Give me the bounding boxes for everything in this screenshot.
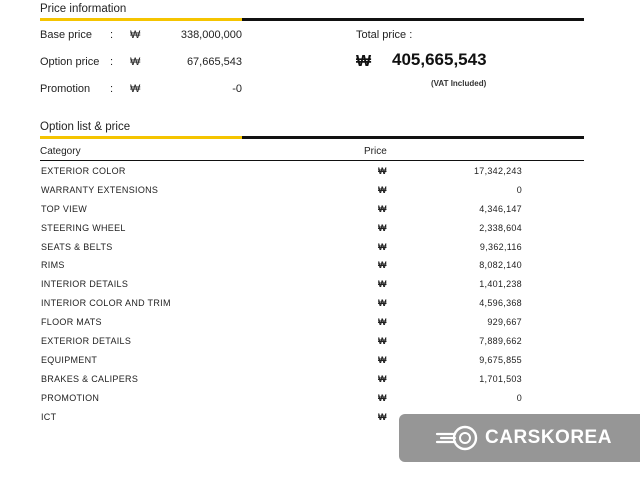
won-currency: ₩ <box>378 184 387 195</box>
base-price-value: 338,000,000 <box>180 29 242 41</box>
option-name: BRAKES & CALIPERS <box>41 373 139 384</box>
option-amount: 4,596,368 <box>479 298 522 309</box>
option-amount: 4,346,147 <box>479 203 522 214</box>
won-currency: ₩ <box>130 56 141 68</box>
option-amount: 0 <box>516 184 522 195</box>
option-name: FLOOR MATS <box>41 317 102 328</box>
option-list <box>40 163 540 427</box>
promotion-row <box>40 83 242 97</box>
option-row <box>40 257 540 276</box>
option-name: SEATS & BELTS <box>41 241 113 252</box>
won-currency: ₩ <box>378 166 387 176</box>
won-currency: ₩ <box>378 392 387 403</box>
base-price-label: Base price <box>40 29 92 41</box>
option-row <box>40 352 540 371</box>
watermark-text: CARSKOREA <box>485 427 612 448</box>
option-amount: 1,701,503 <box>479 373 522 384</box>
option-row <box>40 371 540 390</box>
option-price-value: 67,665,543 <box>186 56 242 68</box>
header-price: Price <box>364 146 387 157</box>
option-list-title: Option list & price <box>40 121 131 133</box>
option-name: ICT <box>41 411 57 422</box>
option-name: STEERING WHEEL <box>41 222 126 233</box>
option-list-rule <box>40 136 584 139</box>
option-price-label: Option price <box>40 56 100 68</box>
header-category: Category <box>40 146 81 157</box>
option-name: INTERIOR DETAILS <box>41 279 129 290</box>
colon: : <box>110 83 114 95</box>
option-amount: 2,338,604 <box>479 222 522 233</box>
option-row <box>40 390 540 409</box>
won-currency: ₩ <box>378 222 387 233</box>
option-amount: 0 <box>516 392 522 403</box>
rule-accent <box>40 18 242 21</box>
option-amount: 1,401,238 <box>479 279 522 290</box>
option-amount: 17,342,243 <box>473 166 522 176</box>
option-amount: 929,667 <box>487 317 522 328</box>
carskorea-watermark <box>399 414 640 462</box>
option-name: WARRANTY EXTENSIONS <box>41 184 159 195</box>
vat-note: (VAT Included) <box>431 79 487 88</box>
total-won-currency: ₩ <box>356 53 372 70</box>
colon: : <box>110 29 114 41</box>
option-row <box>40 276 540 295</box>
option-amount: 7,889,662 <box>479 336 522 347</box>
won-currency: ₩ <box>378 354 387 365</box>
option-name: INTERIOR COLOR AND TRIM <box>41 298 171 309</box>
won-currency: ₩ <box>378 203 387 214</box>
won-currency: ₩ <box>378 336 387 347</box>
won-currency: ₩ <box>378 411 387 422</box>
won-currency: ₩ <box>378 298 387 309</box>
colon: : <box>110 56 114 68</box>
option-row <box>40 182 540 201</box>
won-currency: ₩ <box>378 317 387 328</box>
option-amount: 9,362,116 <box>479 241 522 252</box>
option-row <box>40 220 540 239</box>
option-name: EQUIPMENT <box>41 354 98 365</box>
base-price-row <box>40 29 242 43</box>
price-information-rule <box>40 18 584 21</box>
won-currency: ₩ <box>378 260 387 271</box>
option-name: EXTERIOR DETAILS <box>41 336 132 347</box>
option-row <box>40 314 540 333</box>
option-row <box>40 239 540 258</box>
header-divider <box>40 160 584 161</box>
option-price-row <box>40 56 242 70</box>
option-row <box>40 163 540 182</box>
won-currency: ₩ <box>130 29 141 41</box>
option-name: RIMS <box>41 260 65 271</box>
price-information-title: Price information <box>40 3 127 15</box>
won-currency: ₩ <box>378 373 387 384</box>
promotion-label: Promotion <box>40 83 91 95</box>
won-currency: ₩ <box>378 241 387 252</box>
won-currency: ₩ <box>130 83 141 95</box>
option-row <box>40 295 540 314</box>
option-name: EXTERIOR COLOR <box>41 166 126 176</box>
total-price-label: Total price : <box>356 29 413 41</box>
option-name: PROMOTION <box>41 392 100 403</box>
rule-accent <box>40 136 242 139</box>
option-row <box>40 201 540 220</box>
promotion-value: -0 <box>232 83 242 95</box>
total-price-value: 405,665,543 <box>392 50 487 69</box>
option-row <box>40 333 540 352</box>
carskorea-logo-icon <box>435 425 479 451</box>
won-currency: ₩ <box>378 279 387 290</box>
option-amount: 9,675,855 <box>479 354 522 365</box>
option-amount: 8,082,140 <box>479 260 522 271</box>
option-name: TOP VIEW <box>41 203 88 214</box>
